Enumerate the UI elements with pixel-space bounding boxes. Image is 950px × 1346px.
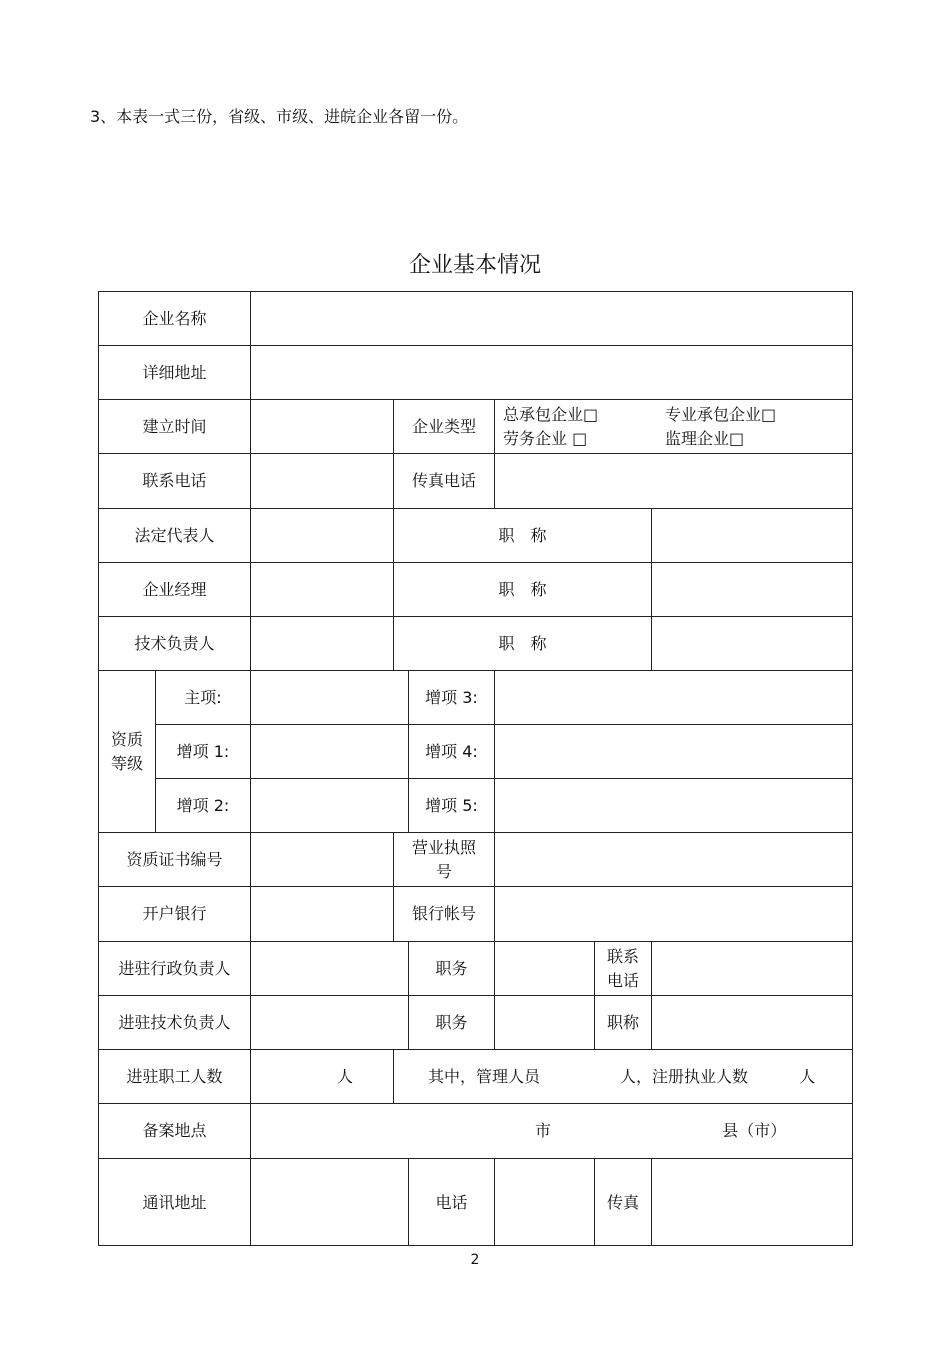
input-main-item[interactable] (250, 670, 408, 724)
label-legal-rep-title: 职 称 (393, 508, 651, 562)
input-staff-count[interactable] (250, 1049, 393, 1103)
input-tech-position[interactable] (494, 995, 594, 1049)
input-manager[interactable] (250, 562, 393, 616)
label-tel: 电话 (408, 1158, 494, 1246)
label-mail-address: 通讯地址 (98, 1158, 250, 1246)
label-address: 详细地址 (98, 345, 250, 399)
page-number: 2 (470, 1252, 480, 1268)
input-extra5[interactable] (494, 778, 853, 832)
input-legal-rep-title[interactable] (651, 508, 853, 562)
label-main-item: 主项: (155, 670, 250, 724)
label-phone: 联系电话 (98, 453, 250, 508)
company-type-options (494, 399, 853, 453)
input-tech-head-in[interactable] (250, 995, 408, 1049)
label-company-type: 企业类型 (393, 399, 494, 453)
label-tech-head-in: 进驻技术负责人 (98, 995, 250, 1049)
label-extra3: 增项 3: (408, 670, 494, 724)
page-title: 企业基本情况 (408, 253, 541, 278)
label-cert-no: 资质证书编号 (98, 832, 250, 886)
checkbox-specialty-contractor[interactable]: 专业承包企业□ (665, 404, 777, 424)
label-tech-position: 职务 (408, 995, 494, 1049)
input-bank-account[interactable] (494, 886, 853, 941)
label-legal-rep: 法定代表人 (98, 508, 250, 562)
input-address[interactable] (250, 345, 853, 399)
form-note: 3、本表一式三份，省级、市级、进皖企业各留一份。 (90, 107, 469, 126)
label-extra4: 增项 4: (408, 724, 494, 778)
label-extra1: 增项 1: (155, 724, 250, 778)
input-company-name[interactable] (250, 291, 853, 345)
unit-city: 市 (535, 1121, 552, 1140)
label-managers: 其中，管理人员 (428, 1066, 541, 1086)
label-tech-head-title: 职 称 (393, 616, 651, 670)
input-cert-no[interactable] (250, 832, 393, 886)
label-extra5: 增项 5: (408, 778, 494, 832)
input-mail-address[interactable] (250, 1158, 408, 1246)
label-registered: 人，注册执业人数 (620, 1066, 749, 1086)
label-manager-title: 职 称 (393, 562, 651, 616)
input-record-place[interactable] (250, 1103, 853, 1158)
label-bank-account: 银行帐号 (393, 886, 494, 941)
input-tech-head-title[interactable] (651, 616, 853, 670)
input-extra2[interactable] (250, 778, 408, 832)
input-license-no[interactable] (494, 832, 853, 886)
label-staff-count: 进驻职工人数 (98, 1049, 250, 1103)
input-admin-head[interactable] (250, 941, 408, 995)
input-extra4[interactable] (494, 724, 853, 778)
input-manager-title[interactable] (651, 562, 853, 616)
input-fax[interactable] (651, 1158, 853, 1246)
unit-person: 人 (336, 1066, 353, 1086)
input-established[interactable] (250, 399, 393, 453)
checkbox-general-contractor[interactable]: 总承包企业□ (503, 404, 599, 424)
input-admin-position[interactable] (494, 941, 594, 995)
unit-county: 县（市） (722, 1121, 787, 1140)
label-record-place: 备案地点 (98, 1103, 250, 1158)
label-tech-head: 技术负责人 (98, 616, 250, 670)
unit-person-registered: 人 (799, 1066, 816, 1086)
input-tel[interactable] (494, 1158, 594, 1246)
checkbox-supervision-company[interactable]: 监理企业□ (665, 428, 745, 448)
label-admin-position: 职务 (408, 941, 494, 995)
input-tech-head[interactable] (250, 616, 393, 670)
input-fax-phone[interactable] (494, 453, 853, 508)
label-company-name: 企业名称 (98, 291, 250, 345)
checkbox-labor-company[interactable]: 劳务企业 □ (503, 428, 588, 448)
label-manager: 企业经理 (98, 562, 250, 616)
input-extra3[interactable] (494, 670, 853, 724)
label-fax-phone: 传真电话 (393, 453, 494, 508)
label-fax: 传真 (594, 1158, 651, 1246)
label-qualification: 资质等级 (98, 670, 155, 832)
label-license-no: 营业执照号 (393, 832, 494, 886)
input-tech-title[interactable] (651, 995, 853, 1049)
staff-breakdown[interactable] (393, 1049, 853, 1103)
label-bank: 开户银行 (98, 886, 250, 941)
label-admin-contact-phone: 联系电话 (594, 941, 651, 995)
input-legal-rep[interactable] (250, 508, 393, 562)
input-admin-contact-phone[interactable] (651, 941, 853, 995)
input-extra1[interactable] (250, 724, 408, 778)
input-bank[interactable] (250, 886, 393, 941)
input-phone[interactable] (250, 453, 393, 508)
label-extra2: 增项 2: (155, 778, 250, 832)
label-tech-title: 职称 (594, 995, 651, 1049)
label-established: 建立时间 (98, 399, 250, 453)
label-admin-head: 进驻行政负责人 (98, 941, 250, 995)
